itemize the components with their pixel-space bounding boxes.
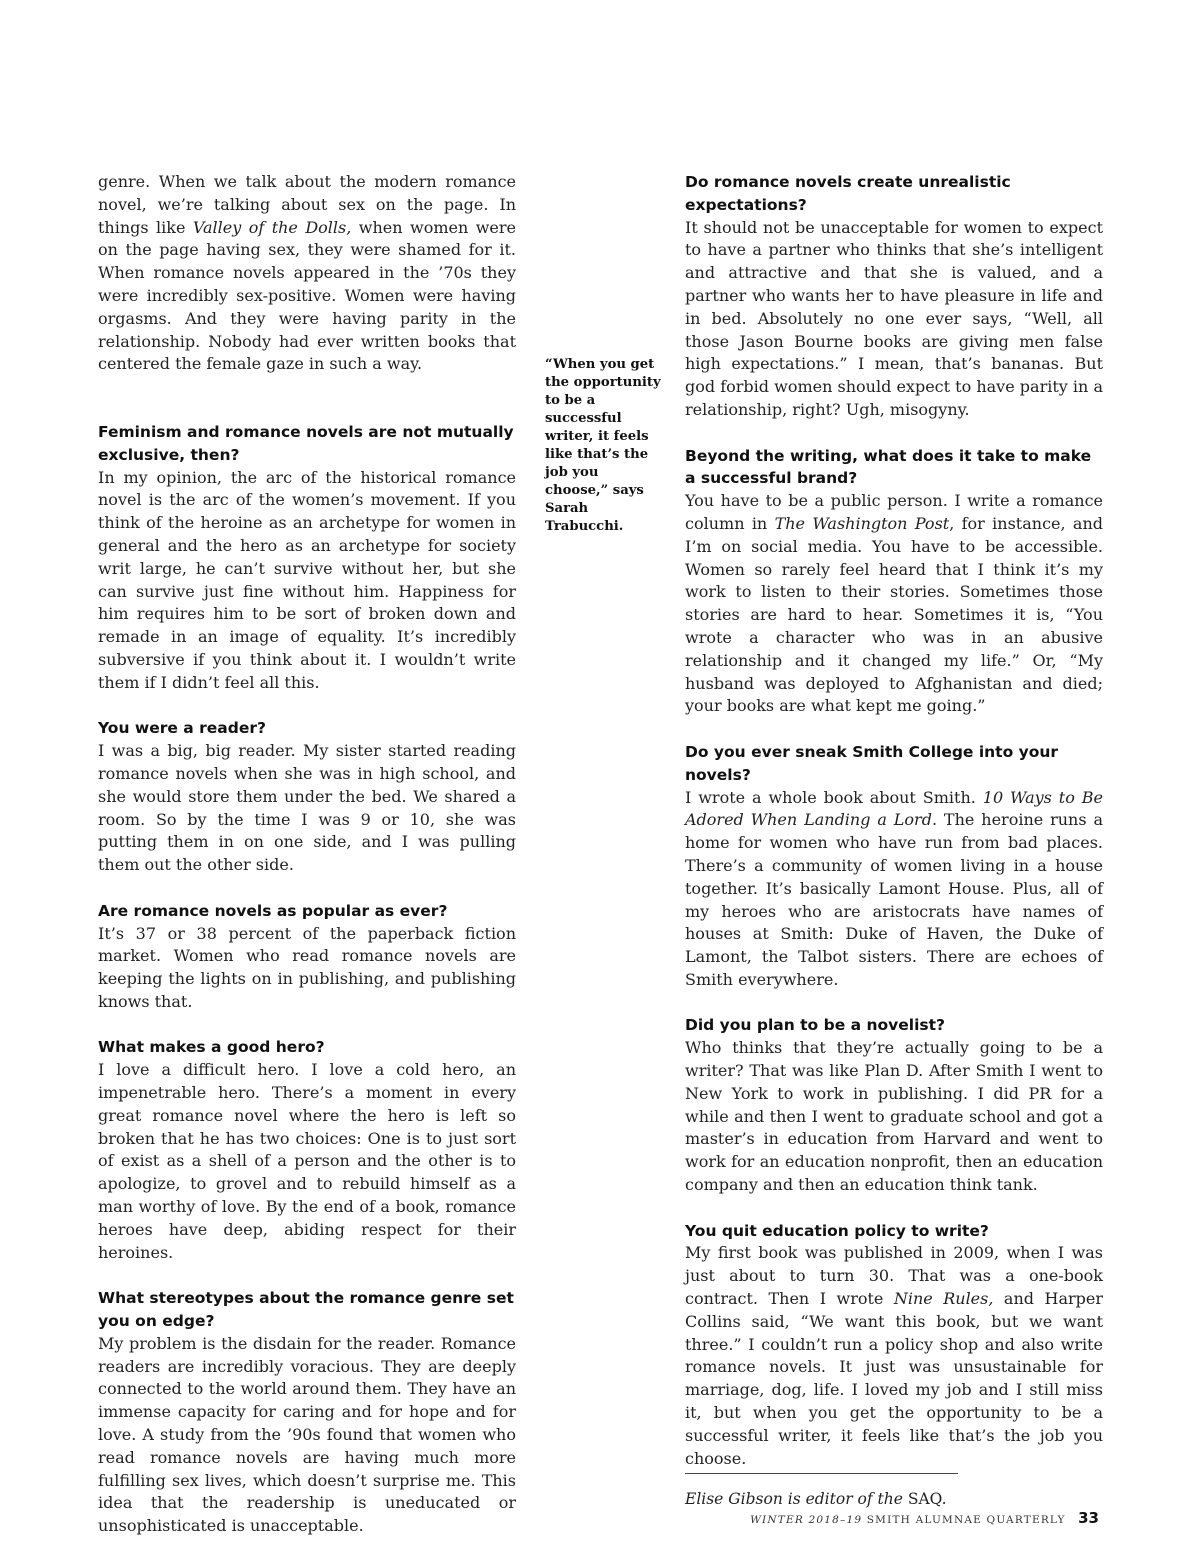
answer-smith-college: I wrote a whole book about Smith. 10 Ways to Be Adored When Landing a Lord. The heroine runs a home for women who have run from bad places. There’s a community of women living in a house together. It’s basically Lamont House. Plus, all of my heroes who are aristocrats have names of houses at Smith: Duke of Haven, the Duke of Lamont, the Talbot sisters. There are echoes of Smith everywhere. (685, 787, 1104, 989)
book-title-10-ways: 10 Ways to Be Adored When Landing a Lord (685, 787, 1103, 830)
right-column (685, 171, 1103, 1470)
answer-brand: You have to be a public person. I write a romance column in The Washington Post, for instance, and I’m on social media. You have to be accessible. Women so rarely feel heard that I think it’s my work to listen to their stories. Sometimes those stories are hard to hear. Sometimes it is, “You wrote a character who was in an abusive relationship and it changed my life.” Or, “My husband was deployed to Afghanistan and died; your books are what kept me going.” (685, 491, 1103, 716)
pull-quote: “When you get the opportunity to be a successful writer, it feels like that’s the job you choose,” says Sarah Trabucchi. (545, 357, 661, 534)
page-number: 33 (1078, 1509, 1099, 1527)
credit-divider (685, 1473, 958, 1474)
answer-feminism: In my opinion, the arc of the historical romance novel is the arc of the women’s movement. If you think of the heroine as an archetype for women in general and the hero as an archetype for society writ large, he can’t survive without her, but she can survive just fine without him. Happiness for him requires him to be sort of broken down and remade in an image of equality. It’s incredibly subversive if you think about it. I wouldn’t write them if I didn’t feel all this. (98, 467, 516, 692)
book-title-nine-rules: Nine Rules, (893, 1289, 994, 1309)
answer-stereotypes: My problem is the disdain for the reader. Romance readers are incredibly voracious. They are deeply connected to the world around them. They have an immense capacity for caring and for hope and for love. A study from the ’90s found that women who read romance novels are having much more fulfilling sex lives, which doesn’t surprise me. This idea that the readership is uneducated or unsophisticated is unacceptable. (98, 1333, 516, 1536)
question-unrealistic-expectations: Do romance novels create unrealistic expectations? (685, 173, 1011, 214)
answer-popularity: It’s 37 or 38 percent of the paperback fiction market. Women who read romance novels are keeping the lights on in publishing, and publishing knows that. (98, 923, 516, 1011)
question-novelist-plan: Did you plan to be a novelist? (685, 1016, 946, 1035)
question-good-hero: What makes a good hero? (98, 1038, 325, 1057)
publication-washington-post: The Washington Post (774, 513, 950, 533)
saq-abbreviation: SAQ. (907, 1490, 947, 1508)
page-footer (750, 1509, 1099, 1527)
left-column (98, 171, 516, 1538)
book-title-valley-of-the-dolls: Valley of the Dolls, (192, 217, 352, 237)
answer-novelist-plan: Who thinks that they’re actually going to be a writer? That was like Plan D. After Smith I went to New York to work in publishing. I did PR for a while and then I went to graduate school and got a master’s in education from Harvard and went to work for an education nonprofit, then an education company and then an education think tank. (685, 1038, 1103, 1195)
question-quit-policy: You quit education policy to write? (685, 1221, 989, 1240)
question-feminism: Feminism and romance novels are not mutually exclusive, then? (98, 422, 514, 464)
question-brand: Beyond the writing, what does it take to make a successful brand? (685, 446, 1092, 488)
question-popularity: Are romance novels as popular as ever? (98, 901, 448, 920)
footer-publication: SMITH ALUMNAE QUARTERLY (866, 1514, 1066, 1526)
answer-good-hero: I love a difficult hero. I love a cold hero, an impenetrable hero. There’s a moment in every great romance novel where the hero is left so broken that he has two choices: One is to just sort of exist as a shell of a person and the other is to apologize, to grovel and to rebuild himself as a man worthy of love. By the end of a book, romance heroes have deep, abiding respect for their heroines. (98, 1060, 516, 1262)
author-credit: Elise Gibson is editor of the SAQ. (685, 1490, 947, 1508)
question-stereotypes: What stereotypes about the romance genre set you on edge? (98, 1289, 514, 1331)
footer-season: WINTER 2018–19 (750, 1514, 863, 1526)
intro-paragraph: genre. When we talk about the modern romance novel, we’re talking about sex on the page. In things like Valley of the Dolls, when women were on the page having sex, they were shamed for it. When romance novels appeared in the ’70s they were incredibly sex-positive. Women were having orgasms. And they were having parity in the relationship. Nobody had ever written books that centered the female gaze in such a way. (98, 172, 516, 374)
question-smith-college: Do you ever sneak Smith College into your novels? (685, 742, 1059, 784)
answer-quit-policy: My first book was published in 2009, when I was just about to turn 30. That was a one-book contract. Then I wrote Nine Rules, and Harper Collins said, “We want this book, but we want three.” I couldn’t run a policy shop and also write romance novels. It just was unsustainable for marriage, dog, life. I loved my job and I still miss it, but when you get the opportunity to be a successful writer, it feels like that’s the job you choose. (685, 1243, 1103, 1468)
answer-reader: I was a big, big reader. My sister started reading romance novels when she was in high school, and she would store them under the bed. We shared a room. So by the time I was 9 or 10, she was putting them in on one side, and I was pulling them out the other side. (98, 741, 516, 875)
answer-unrealistic-expectations: It should not be unacceptable for women to expect to have a partner who thinks that she’s intelligent and attractive and that she is valued, and a partner who wants her to have pleasure in life and in bed. Absolutely no one ever says, “Well, all those Jason Bourne books are giving men false high expectations.” I mean, that’s bananas. But god forbid women should expect to have parity in a relationship, right? Ugh, misogyny. (685, 217, 1103, 419)
question-reader: You were a reader? (98, 719, 266, 738)
